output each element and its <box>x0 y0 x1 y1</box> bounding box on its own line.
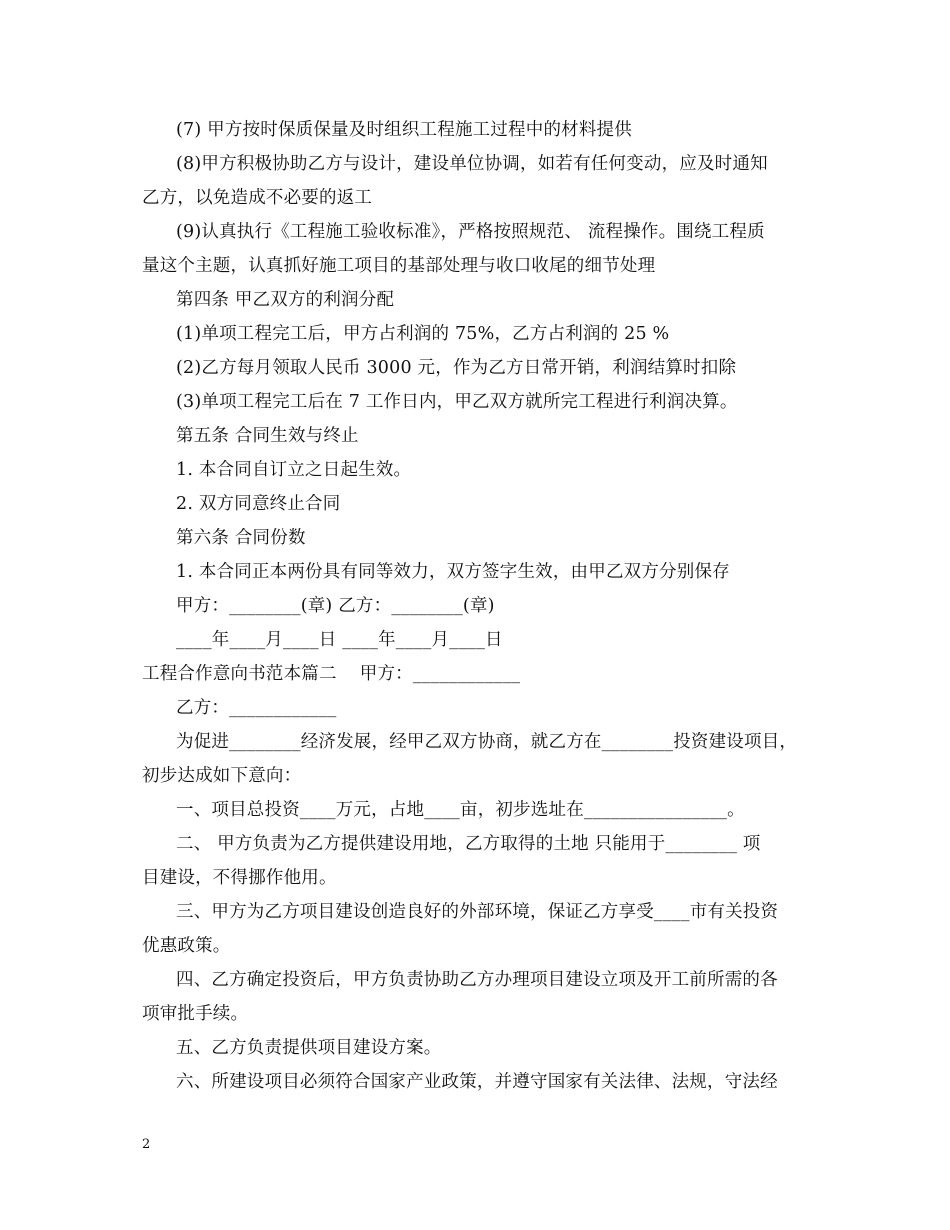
section-heading: 第六条 合同份数 <box>176 528 306 548</box>
party-line: 乙方：____________ <box>176 698 337 718</box>
text-line: 六、所建设项目必须符合国家产业政策，并遵守国家有关法律、法规，守法经 <box>176 1072 778 1092</box>
text-line: (2)乙方每月领取人民币 3000 元，作为乙方日常开销，利润结算时扣除 <box>176 358 737 378</box>
section-title: 工程合作意向书范本篇二 甲方：____________ <box>142 664 521 684</box>
text-line: 项审批手续。 <box>142 1004 249 1024</box>
page-number: 2 <box>142 1137 151 1152</box>
text-line: 乙方，以免造成不必要的返工 <box>142 188 373 208</box>
date-line: ____年____月____日 ____年____月____日 <box>176 630 503 650</box>
text-line: 三、甲方为乙方项目建设创造良好的外部环境，保证乙方享受____市有关投资 <box>176 902 779 922</box>
text-line: 二、 甲方负责为乙方提供建设用地，乙方取得的土地 只能用于________ 项 <box>176 834 761 854</box>
signature-line: 甲方：________(章) 乙方：________(章) <box>176 596 495 616</box>
text-line: (3)单项工程完工后在 7 工作日内，甲乙双方就所完工程进行利润决算。 <box>176 392 738 412</box>
text-line: 一、项目总投资____万元，占地____亩，初步选址在________________。 <box>176 800 745 820</box>
text-line: 四、乙方确定投资后，甲方负责协助乙方办理项目建设立项及开工前所需的各 <box>176 970 778 990</box>
section-heading: 第四条 甲乙双方的利润分配 <box>176 290 395 310</box>
text-line: 优惠政策。 <box>142 936 231 956</box>
text-line: (9)认真执行《工程施工验收标准》，严格按照规范、 流程操作。围绕工程质 <box>176 222 765 242</box>
text-line: (8)甲方积极协助乙方与设计，建设单位协调，如若有任何变动，应及时通知 <box>176 154 768 174</box>
text-line: 为促进________经济发展，经甲乙双方协商，就乙方在________投资建设项目， <box>176 732 798 752</box>
text-line: 1. 本合同正本两份具有同等效力，双方签字生效，由甲乙双方分别保存 <box>176 562 730 582</box>
text-line: 量这个主题，认真抓好施工项目的基部处理与收口收尾的细节处理 <box>142 256 656 276</box>
text-line: 2. 双方同意终止合同 <box>176 494 341 514</box>
text-line: 目建设，不得挪作他用。 <box>142 868 337 888</box>
text-line: 1. 本合同自订立之日起生效。 <box>176 460 412 480</box>
text-line: (1)单项工程完工后，甲方占利润的 75%，乙方占利润的 25 % <box>176 324 670 344</box>
text-line: 五、乙方负责提供项目建设方案。 <box>176 1038 442 1058</box>
section-heading: 第五条 合同生效与终止 <box>176 426 359 446</box>
text-line: (7) 甲方按时保质保量及时组织工程施工过程中的材料提供 <box>176 120 632 140</box>
text-line: 初步达成如下意向： <box>142 766 302 786</box>
